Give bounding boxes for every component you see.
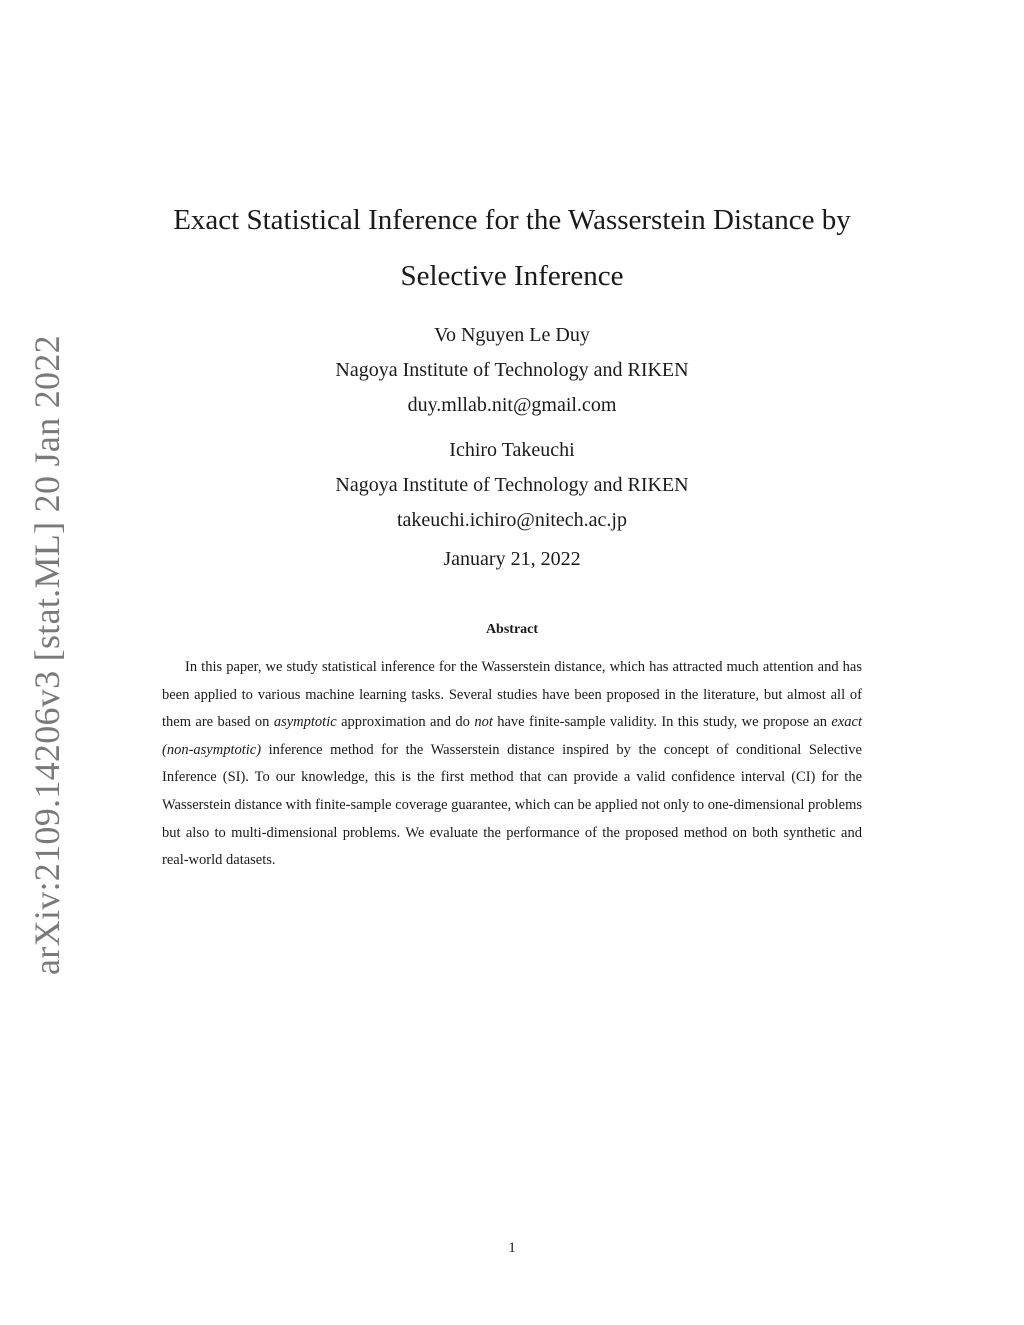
- author-block-1: [200, 318, 824, 423]
- abstract-text: inference method for the Wasserstein distance inspired by the concept of conditional Selective Inference (SI). To our knowledge, this is the first method that can provide a valid confidence interval (CI) for the Wasserstein distance with finite-sample coverage guarantee, which can be applied not only to one-dimensional problems but also to multi-dimensional problems. We evaluate the performance of the proposed method on both synthetic and real-world datasets.: [162, 741, 862, 869]
- author-affiliation: Nagoya Institute of Technology and RIKEN: [335, 359, 689, 381]
- abstract-text: have finite-sample validity. In this study, we propose an: [492, 714, 832, 731]
- arxiv-identifier-stamp: arXiv:2109.14206v3 [stat.ML] 20 Jan 2022: [27, 335, 67, 975]
- author-email: duy.mllab.nit@gmail.com: [407, 394, 617, 416]
- publication-date: January 21, 2022: [443, 548, 581, 570]
- abstract-emphasis: exact (non-asymptotic): [162, 714, 862, 758]
- page-number: 1: [508, 1240, 516, 1256]
- paper-title-line-2: Selective Inference: [400, 260, 624, 292]
- abstract-text: approximation and do: [336, 714, 475, 731]
- abstract-body: [162, 654, 862, 875]
- abstract-emphasis: not: [474, 714, 493, 731]
- author-name: Vo Nguyen Le Duy: [434, 324, 590, 346]
- abstract-emphasis: asymptotic: [273, 714, 337, 731]
- author-name: Ichiro Takeuchi: [449, 439, 575, 461]
- abstract-text: In this paper, we study statistical inference for the Wasserstein distance, which has attracted much attention and has been applied to various machine learning tasks. Several studies have been proposed in the literature, but almost all of them are based on: [162, 659, 862, 731]
- abstract-heading: Abstract: [485, 622, 539, 637]
- author-block-2: [200, 433, 824, 538]
- author-affiliation: Nagoya Institute of Technology and RIKEN: [335, 474, 689, 496]
- paper-title-line-1: Exact Statistical Inference for the Wasserstein Distance by: [173, 204, 851, 236]
- paper-title: [150, 192, 874, 304]
- author-email: takeuchi.ichiro@nitech.ac.jp: [397, 509, 627, 531]
